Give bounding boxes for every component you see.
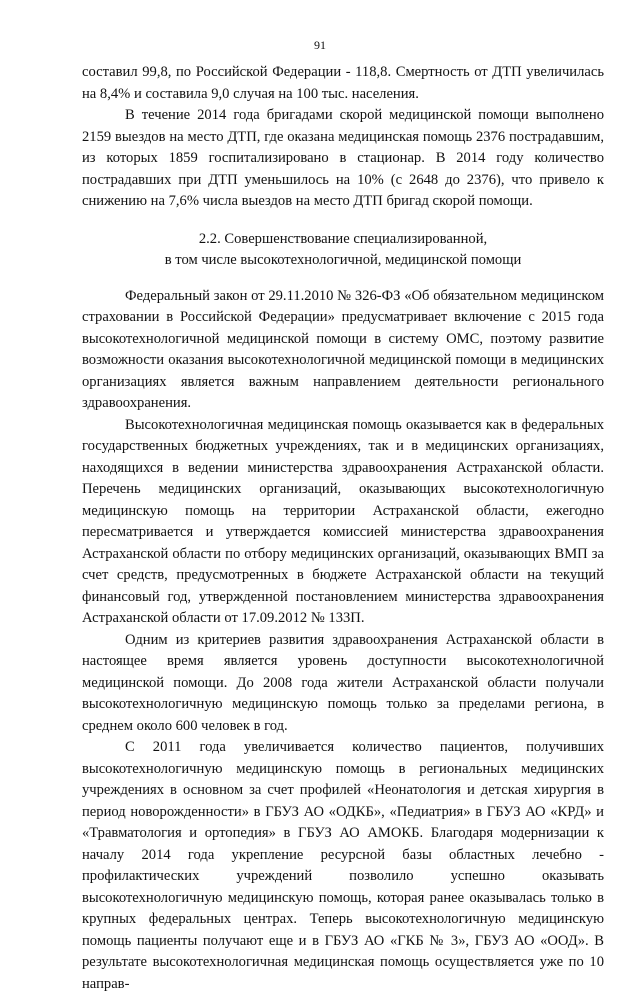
document-body — [82, 62, 604, 995]
section-heading — [82, 229, 604, 272]
paragraph-since-2011: С 2011 года увеличивается количество пациентов, получивших высокотехнологичную медицинскую помощь в региональных медицинских учреждениях в основном за счет профилей «Неонатология и детская хирургия в период новорожденности» в ГБУЗ АО «ОДКБ», «Педиатрия» в ГБУЗ АО «КРД» и «Травматология и ортопедия» в ГБУЗ АО АМОКБ. Благодаря модернизации к началу 2014 года укрепление ресурсной базы областных лечебно - профилактических учреждений позволило успешно оказывать высокотехнологичную медицинскую помощь, которая ранее оказывалась только в крупных федеральных центрах. Теперь высокотехнологичную медицинскую помощь пациенты получают еще и в ГБУЗ АО «ГКБ № 3», ГБУЗ АО «ООД». В результате высокотехнологичная медицинская помощь осуществляется уже по 10 направ- — [82, 739, 604, 992]
paragraph-federal-law: Федеральный закон от 29.11.2010 № 326-ФЗ «Об обязательном медицинском страховании в Российской Федерации» предусматривает включение с 2015 года высокотехнологичной медицинской помощи в систему ОМС, поэтому развитие возможности оказания высокотехнологичной медицинской помощи в медицинских организациях является важным направлением деятельности регионального здравоохранения. — [82, 287, 604, 411]
section-heading-line-2: в том числе высокотехнологичной, медицинской помощи — [164, 252, 522, 268]
paragraph-high-tech-care: Высокотехнологичная медицинская помощь оказывается как в федеральных государственных бюджетных учреждениях, так и в медицинских организациях, находящихся в ведении министерства здравоохранения Астраханской области. Перечень медицинских организаций, оказывающих высокотехнологичную медицинскую помощь на территории Астраханской области, ежегодно пересматривается и утверждается комиссией министерства здравоохранения Астраханской области по отбору медицинских организаций, оказывающих ВМП за счет средств, предусмотренных в бюджете Астраханской области на текущий финансовый год, утвержденной постановлением министерства здравоохранения Астраханской области от 17.09.2012 № 133П. — [82, 416, 604, 626]
page-number: 91 — [314, 38, 326, 52]
paragraph-accessibility: Одним из критериев развития здравоохранения Астраханской области в настоящее время является уровень доступности высокотехнологичной медицинской помощи. До 2008 года жители Астраханской области получали высокотехнологичную медицинскую помощь только за пределами региона, в среднем около 600 человек в год. — [82, 631, 604, 734]
paragraph-continuation: составил 99,8, по Российской Федерации - 118,8. Смертность от ДТП увеличилась на 8,4% и составила 9,0 случая на 100 тыс. населения. — [82, 64, 604, 102]
section-heading-line-1: 2.2. Совершенствование специализированной, — [198, 230, 488, 247]
paragraph-ambulance-stats: В течение 2014 года бригадами скорой медицинской помощи выполнено 2159 выездов на место ДТП, где оказана медицинская помощь 2376 пострадавшим, из которых 1859 госпитализировано в стационар. В 2014 году количество пострадавших при ДТП уменьшилось на 10% (с 2648 до 2376), что привело к снижению на 7,6% числа выездов на место ДТП бригад скорой помощи. — [82, 107, 604, 209]
